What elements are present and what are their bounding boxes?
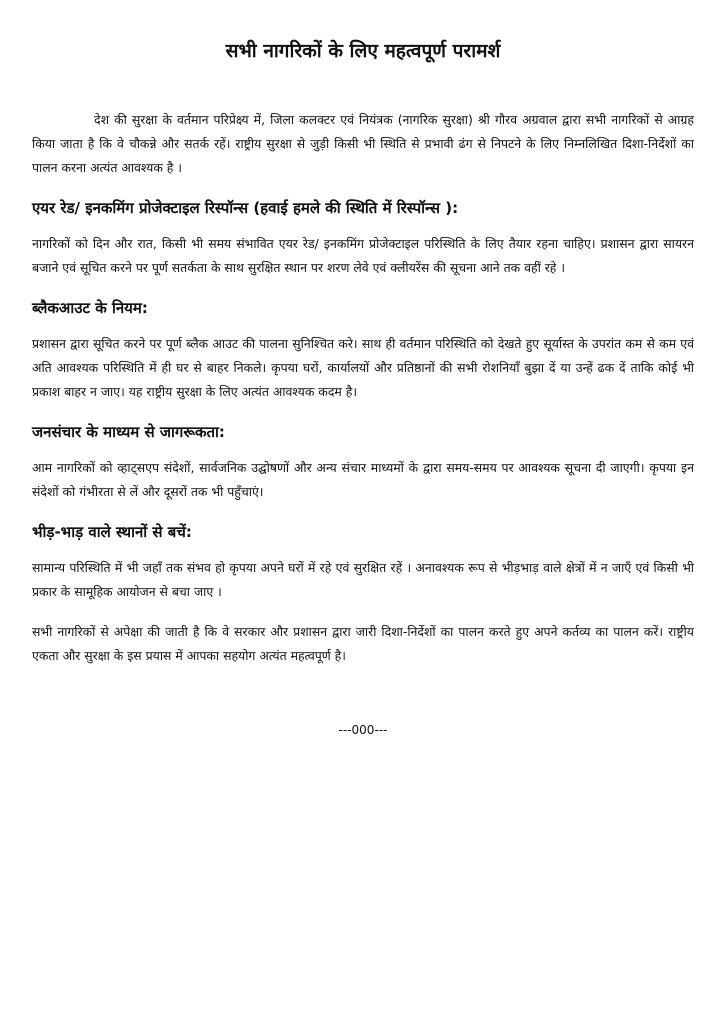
section-heading-avoid-crowds: भीड़-भाड़ वाले स्थानों से बचें: [32,523,192,541]
section-body-air-raid: नागरिकों को दिन और रात, किसी भी समय संभावित एयर रेड/ इनकमिंग प्रोजेक्टाइल परिस्थिति के लिए तैयार रहना चाहिए। प्रशासन द्वारा सायरन बजाने एवं सूचित करने पर पूर्ण सतर्कता के साथ सुरक्षित स्थान पर शरण लेवे एवं क्लीयरेंस की सूचना आने तक वहीं रहे । [32,236,694,275]
section-heading-mass-communication: जनसंचार के माध्यम से जागरूकता: [32,423,225,441]
section-body-avoid-crowds: सामान्य परिस्थिति में भी जहाँ तक संभव हो कृपया अपने घरों में रहे एवं सुरक्षित रहें । अनावश्यक रूप से भीड़भाड़ वाले क्षेत्रों में न जाएँ एवं किसी भी प्रकार के सामूहिक आयोजन से बचा जाए । [32,560,694,599]
end-of-document-mark: ---000--- [338,723,388,737]
section-heading-air-raid: एयर रेड/ इनकमिंग प्रोजेक्टाइल रिस्पॉन्स (हवाई हमले की स्थिति में रिस्पॉन्स ): [32,199,459,217]
section-mass-communication [32,420,694,504]
document-title: सभी नागरिकों के लिए महत्वपूर्ण परामर्श [225,40,501,62]
intro-paragraph: देश की सुरक्षा के वर्तमान परिप्रेक्ष्य में, जिला कलक्टर एवं नियंत्रक (नागरिक सुरक्षा) श्री गौरव अग्रवाल द्वारा सभी नागरिकों से आग्रह किया जाता है कि वे चौकन्ने और सतर्क रहें। राष्ट्रीय सुरक्षा से जुड़ी किसी भी स्थिति से प्रभावी ढंग से निपटने के लिए निम्नलिखित दिशा-निर्देशों का पालन करना अत्यंत आवश्यक है । [32,112,694,175]
section-blackout [32,296,694,404]
section-body-mass-communication: आम नागरिकों को व्हाट्सएप संदेशों, सार्वजनिक उद्घोषणों और अन्य संचार माध्यमों के द्वारा समय-समय पर आवश्यक सूचना दी जाएगी। कृपया इन संदेशों को गंभीरता से लें और दूसरों तक भी पहुँचाएं। [32,460,694,499]
section-avoid-crowds [32,520,694,604]
section-heading-blackout: ब्लैकआउट के नियम: [32,299,148,317]
section-body-blackout: प्रशासन द्वारा सूचित करने पर पूर्ण ब्लैक आउट की पालना सुनिश्चित करे। साथ ही वर्तमान परिस्थिति को देखते हुए सूर्यास्त के उपरांत कम से कम एवं अति आवश्यक परिस्थिति में ही घर से बाहर निकले। कृपया घरों, कार्यालयों और प्रतिष्ठानों की सभी रोशनियाँ बुझा दें या उन्हें ढक दें ताकि कोई भी प्रकाश बाहर न जाए। यह राष्ट्रीय सुरक्षा के लिए अत्यंत आवश्यक कदम है। [32,336,694,399]
section-air-raid [32,196,694,280]
closing-paragraph: सभी नागरिकों से अपेक्षा की जाती है कि वे सरकार और प्रशासन द्वारा जारी दिशा-निर्देशों का पालन करते हुए अपने कर्तव्य का पालन करें। राष्ट्रीय एकता और सुरक्षा के इस प्रयास में आपका सहयोग अत्यंत महत्वपूर्ण है। [32,624,694,663]
